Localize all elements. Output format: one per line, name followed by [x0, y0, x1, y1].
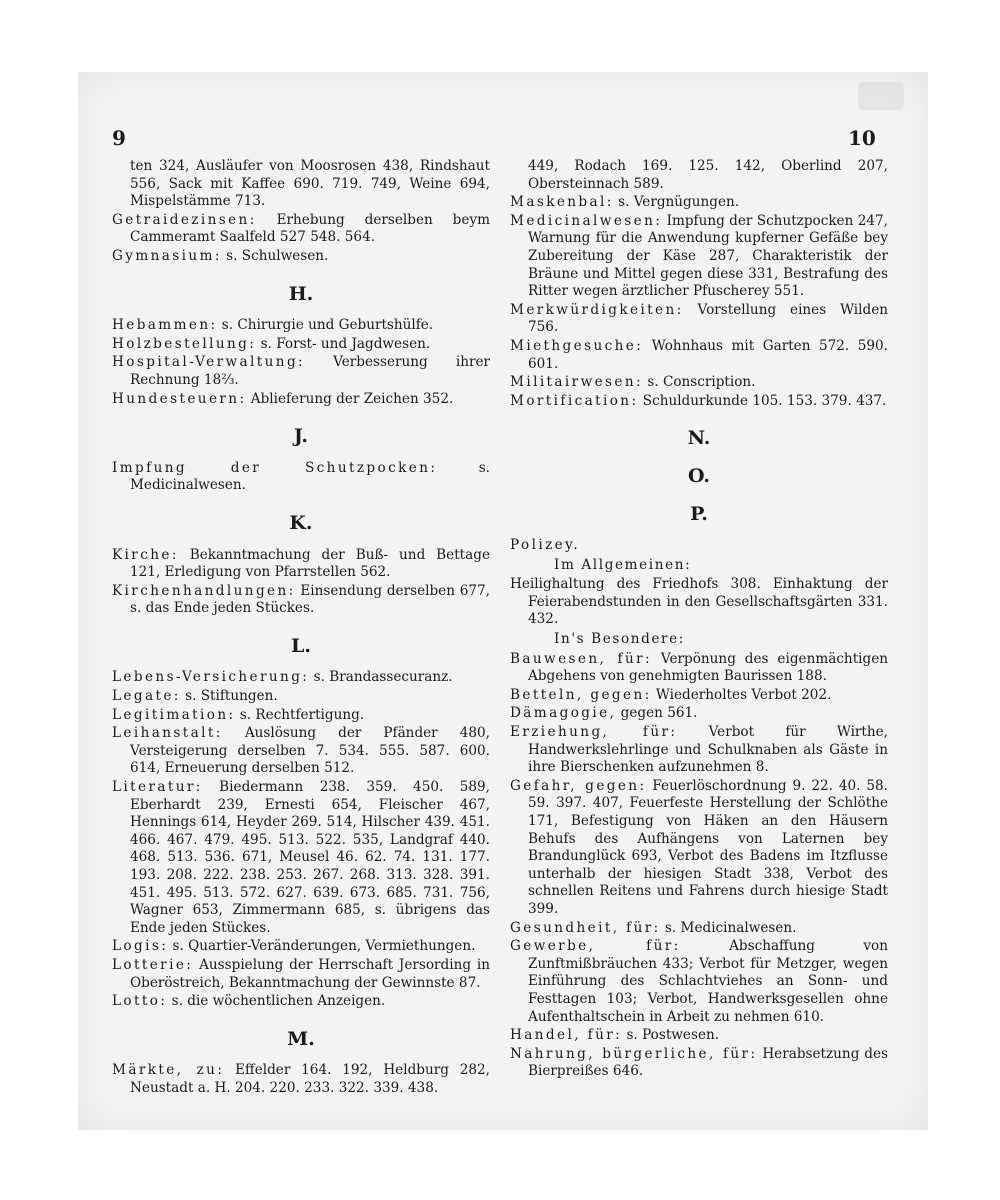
index-entry — [112, 583, 490, 618]
page-number-right: 10 — [848, 126, 876, 150]
entry-text: Wohnhaus mit Garten 572. 590. 601. — [528, 337, 888, 372]
index-entry — [510, 576, 888, 629]
entry-keyword: Dämagogie, — [510, 705, 617, 722]
index-entry — [510, 374, 888, 392]
entry-keyword: Holzbestellung: — [112, 335, 257, 352]
index-entry — [112, 391, 490, 409]
index-entry — [112, 547, 490, 582]
index-entry — [112, 779, 490, 937]
entry-keyword: Hebammen: — [112, 317, 218, 334]
page-number-left: 9 — [112, 126, 126, 150]
index-entry — [112, 957, 490, 992]
index-entry — [510, 920, 888, 938]
index-entry — [112, 158, 490, 211]
entry-keyword: Gewerbe, für: — [510, 938, 681, 955]
entry-text: Biedermann 238. 359. 450. 589, Eberhardt 239, Ernesti 654, Fleischer 467, Hennings 614, Heyder 269. 514, Hilscher 439. 451. 466. 467. 479. 495. 513. 522. 535, Landgraf 440. 468. 513. 536. 671, Meusel 46. 62. 74. 131. 177. 193. 208. 222. 238. 253. 267. 268. 313. 328. 391. 451. 495. 513. 572. 627. 639. 673. 685. 731. 756, Wagner 653, Zimmermann 685, s. übrigens das Ende jeden Stückes. — [130, 779, 490, 936]
entry-keyword: Hospital-Verwaltung: — [112, 354, 306, 371]
index-entry — [112, 1062, 490, 1097]
index-entry — [510, 724, 888, 777]
entry-keyword: Gefahr, gegen: — [510, 777, 647, 794]
index-entry — [510, 1046, 888, 1081]
entry-text: s. Brandassecuranz. — [309, 669, 453, 686]
entry-text: s. Forst- und Jagdwesen. — [256, 335, 431, 352]
entry-text: Abschaffung von Zunftmißbräuchen 433; Verbot für Metzger, wegen Einführung des Schlachtviehes an Sonn- und Festtagen 103; Verbot, Handwerksgesellen ohne Aufenthaltschein in Arbeit zu nehmen 610. — [528, 938, 888, 1025]
entry-text: Einsendung derselben 677, s. das Ende jeden Stückes. — [130, 582, 490, 617]
entry-text: ten 324, Ausläufer von Moosrosen 438, Rindshaut 556, Sack mit Kaffee 690. 719. 749, Weine 694, Mispelstämme 713. — [130, 158, 490, 210]
entry-text: Auslösung der Pfänder 480, Versteigerung derselben 7. 534. 555. 587. 600. 614, Erneuerung derselben 512. — [130, 725, 490, 777]
page-corner-mark — [858, 82, 904, 110]
index-entry — [510, 393, 888, 411]
entry-keyword: Lotto: — [112, 993, 168, 1010]
entry-keyword: Legate: — [112, 688, 181, 705]
entry-text: Heilighaltung des Friedhofs 308. Einhaktung der Feierabendstunden in den Gesellschaftsgärten 331. 432. — [510, 576, 888, 628]
section-letter: L. — [291, 634, 311, 657]
index-entry — [112, 248, 490, 266]
section-letter: H. — [288, 282, 314, 305]
index-column-right — [510, 158, 888, 1082]
index-entry — [112, 707, 490, 725]
entry-keyword: Kirchenhandlungen: — [112, 582, 296, 599]
entry-text: s. Schulwesen. — [221, 247, 329, 264]
entry-keyword: Nahrung, bürgerliche, für: — [510, 1045, 758, 1062]
index-entry — [112, 993, 490, 1011]
section-letter: N. — [687, 427, 711, 450]
entry-text: Bekanntmachung der Buß- und Bettage 121, Erledigung von Pfarrstellen 562. — [130, 546, 490, 581]
entry-text: Herabsetzung des Bierpreißes 646. — [528, 1045, 888, 1080]
entry-keyword: Polizey. — [510, 537, 581, 554]
index-entry — [510, 194, 888, 212]
entry-text: Verbot für Wirthe, Handwerkslehrlinge und Schulknaben als Gäste in ihre Bierschenken aufzunehmen 8. — [528, 724, 888, 776]
index-entry — [510, 938, 888, 1026]
entry-text: Wiederholtes Verbot 202. — [651, 686, 832, 703]
entry-keyword: Militairwesen: — [510, 374, 644, 391]
entry-text: Ablieferung der Zeichen 352. — [246, 390, 454, 407]
section-letter: M. — [287, 1027, 315, 1050]
index-entry — [510, 705, 888, 723]
entry-keyword: Logis: — [112, 938, 169, 955]
subsection-heading: Im Allgemeinen: — [554, 556, 692, 573]
index-entry — [510, 158, 888, 193]
entry-keyword: Gymnasium: — [112, 247, 222, 264]
entry-keyword: Bauwesen, für: — [510, 650, 653, 667]
entry-text: s. Chirurgie und Geburtshülfe. — [217, 317, 434, 334]
entry-text: s. Medicinalwesen. — [660, 919, 797, 936]
entry-text: s. Vergnügungen. — [613, 194, 740, 211]
index-entry — [112, 212, 490, 247]
index-entry — [510, 213, 888, 301]
index-column-left — [112, 158, 490, 1099]
entry-text: 449, Rodach 169. 125. 142, Oberlind 207, Obersteinnach 589. — [528, 158, 888, 192]
entry-keyword: Lebens-Versicherung: — [112, 669, 310, 686]
index-entry — [112, 317, 490, 335]
entry-keyword: Legitimation: — [112, 706, 236, 723]
section-letter: K. — [289, 511, 313, 534]
index-entry — [112, 725, 490, 778]
entry-text: s. Quartier-Veränderungen, Vermiethungen. — [168, 938, 476, 955]
subsection-heading: In's Besondere: — [554, 631, 685, 648]
entry-text: Ausspielung der Herrschaft Jersording in Oberöstreich, Bekanntmachung der Gewinnste 87. — [130, 956, 490, 991]
entry-text: Verpönung des eigenmächtigen Abgehens von genehmigten Baurissen 188. — [528, 650, 889, 685]
index-entry — [112, 354, 490, 389]
index-entry — [112, 688, 490, 706]
entry-text: gegen 561. — [616, 705, 698, 722]
index-entry — [112, 669, 490, 687]
entry-keyword: Handel, für: — [510, 1027, 623, 1044]
entry-keyword: Maskenbal: — [510, 194, 614, 211]
entry-text: Erhebung derselben beym Cammeramt Saalfeld 527 548. 564. — [130, 211, 490, 246]
index-entry — [112, 336, 490, 354]
entry-text: s. Medicinalwesen. — [130, 459, 490, 494]
entry-keyword: Medicinalwesen: — [510, 212, 663, 229]
entry-keyword: Mortification: — [510, 392, 639, 409]
entry-text: s. Postwesen. — [622, 1027, 720, 1044]
entry-text: Effelder 164. 192, Heldburg 282, Neustadt a. H. 204. 220. 233. 322. 339. 438. — [130, 1062, 491, 1096]
entry-keyword: Erziehung, für: — [510, 724, 678, 741]
index-entry — [510, 1027, 888, 1045]
index-entry — [510, 537, 888, 555]
section-letter: J. — [293, 425, 309, 448]
entry-text: Verbesserung ihrer Rechnung 18⅔. — [130, 354, 490, 388]
index-entry — [112, 460, 490, 495]
entry-keyword: Merkwürdigkeiten: — [510, 301, 684, 318]
entry-text: s. Rechtfertigung. — [235, 706, 365, 723]
entry-keyword: Lotterie: — [112, 956, 194, 973]
entry-keyword: Betteln, gegen: — [510, 686, 652, 703]
entry-keyword: Hundesteuern: — [112, 390, 247, 407]
entry-text: Schuldurkunde 105. 153. 379. 437. — [638, 392, 887, 409]
entry-text: s. Conscription. — [643, 374, 756, 391]
entry-text: Feuerlöschordnung 9. 22. 40. 58. 59. 397. 407, Feuerfeste Herstellung der Schlöthe 171, Befestigung von Häken an den Häusern Behufs des Aufhängens von Laternen bey Brandunglück 693, Verbot des Badens im Itzflusse unterhalb der hiesigen Stadt 338, Verbot des schnellen Reitens und Fahrens durch hiesige Stadt 399. — [528, 777, 888, 917]
entry-text: s. die wöchentlichen Anzeigen. — [167, 993, 386, 1010]
entry-text: Impfung der Schutzpocken 247, Warnung für die Anwendung kupferner Gefäße bey Zubereitung der Käse 287, Charakteristik der Bräune und Mittel gegen diese 331, Bestrafung des Ritter wegen ärztlicher Pfuscherey 551. — [528, 212, 888, 300]
entry-keyword: Gesundheit, für: — [510, 919, 661, 936]
entry-text: Vorstellung eines Wilden 756. — [528, 301, 888, 336]
index-entry — [510, 338, 888, 373]
entry-keyword: Miethgesuche: — [510, 337, 644, 354]
index-entry — [510, 302, 888, 337]
section-letter: O. — [687, 464, 711, 487]
entry-keyword: Märkte, zu: — [112, 1062, 225, 1079]
entry-text: s. Stiftungen. — [180, 688, 278, 705]
entry-keyword: Leihanstalt: — [112, 725, 223, 742]
index-entry — [510, 778, 888, 919]
index-entry — [510, 651, 888, 686]
entry-keyword: Getraidezinsen: — [112, 211, 257, 228]
section-letter: P. — [690, 502, 708, 525]
entry-keyword: Kirche: — [112, 546, 179, 563]
index-entry — [112, 938, 490, 956]
entry-keyword: Impfung der Schutzpocken: — [112, 459, 438, 476]
entry-keyword: Literatur: — [112, 779, 203, 796]
index-entry — [510, 687, 888, 705]
